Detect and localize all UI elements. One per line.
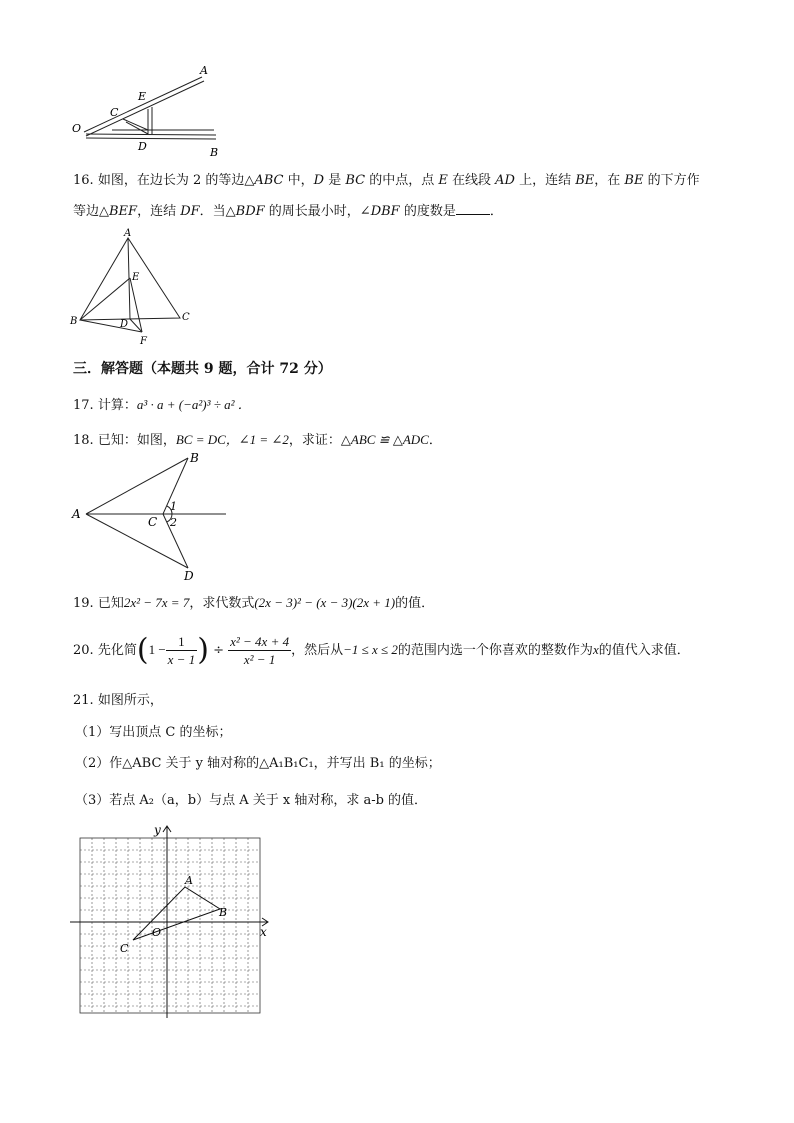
q21-sub1: （1）写出顶点 C 的坐标； bbox=[75, 725, 232, 740]
label-C: C bbox=[182, 312, 190, 323]
label-C: C bbox=[120, 942, 129, 955]
q19: 19. 已知2x² − 7x = 7，求代数式(2x − 3)² − (x − 3)(2x + 1)的值． bbox=[73, 595, 435, 611]
label-F: F bbox=[140, 336, 147, 347]
label-A: A bbox=[200, 64, 208, 77]
label-angle-2: 2 bbox=[170, 516, 177, 529]
figure-16-equilateral-triangle bbox=[68, 228, 198, 348]
label-C: C bbox=[148, 515, 158, 529]
q16-line-2: 等边△BEF，连结 DF．当△BDF 的周长最小时，∠DBF 的度数是 ． bbox=[73, 204, 503, 219]
answer-blank bbox=[456, 202, 490, 215]
q17: 17. 计算：a³ · a + (−a²)³ ÷ a² ． bbox=[73, 397, 251, 413]
q18: 18. 已知：如图，BC = DC，∠1 = ∠2，求证：△ABC ≌ △ADC． bbox=[73, 432, 442, 448]
label-C: C bbox=[110, 106, 119, 119]
figure-18-kite bbox=[68, 452, 238, 584]
label-origin: O bbox=[152, 926, 162, 939]
label-B: B bbox=[70, 316, 78, 327]
label-B: B bbox=[190, 452, 199, 465]
label-B: B bbox=[219, 906, 228, 919]
q16-line-1: 16. 如图，在边长为 2 的等边△ABC 中，D 是 BC 的中点，点 E 在线段 AD 上，连结 BE，在 BE 的下方作 bbox=[73, 173, 700, 188]
label-E: E bbox=[132, 272, 140, 283]
label-E: E bbox=[138, 90, 147, 103]
q20: 20. 先化简(1 − $\frac{1}{x - 1}$ ) ÷ $\frac{\text{x² − 4x + 4}}{\text{x² − 1}}$ ，然后从−1 ≤ x ≤ 2的范围内选一个你喜欢的整数作为x的值代入求值． bbox=[73, 632, 690, 668]
label-A: A bbox=[72, 507, 81, 521]
y-axis-label: y bbox=[154, 823, 161, 837]
label-angle-1: 1 bbox=[170, 500, 177, 513]
section-3-heading: 三．解答题（本题共 9 题，合计 72 分） bbox=[73, 361, 332, 377]
label-D: D bbox=[120, 319, 129, 330]
q21-sub3: （3）若点 A₂（a，b）与点 A 关于 x 轴对称，求 a-b 的值． bbox=[75, 793, 428, 808]
x-axis-label: x bbox=[260, 925, 267, 939]
q21-intro: 21. 如图所示， bbox=[73, 693, 163, 708]
q21-sub2: （2）作△ABC 关于 y 轴对称的△A₁B₁C₁，并写出 B₁ 的坐标； bbox=[75, 756, 441, 771]
label-O: O bbox=[72, 122, 82, 135]
label-B: B bbox=[210, 146, 219, 159]
label-D: D bbox=[138, 140, 147, 153]
label-D: D bbox=[184, 569, 194, 583]
figure-15-angle-ruler bbox=[68, 62, 228, 162]
label-A: A bbox=[185, 874, 193, 887]
label-A: A bbox=[124, 228, 132, 239]
figure-21-coordinate-grid bbox=[70, 818, 280, 1018]
